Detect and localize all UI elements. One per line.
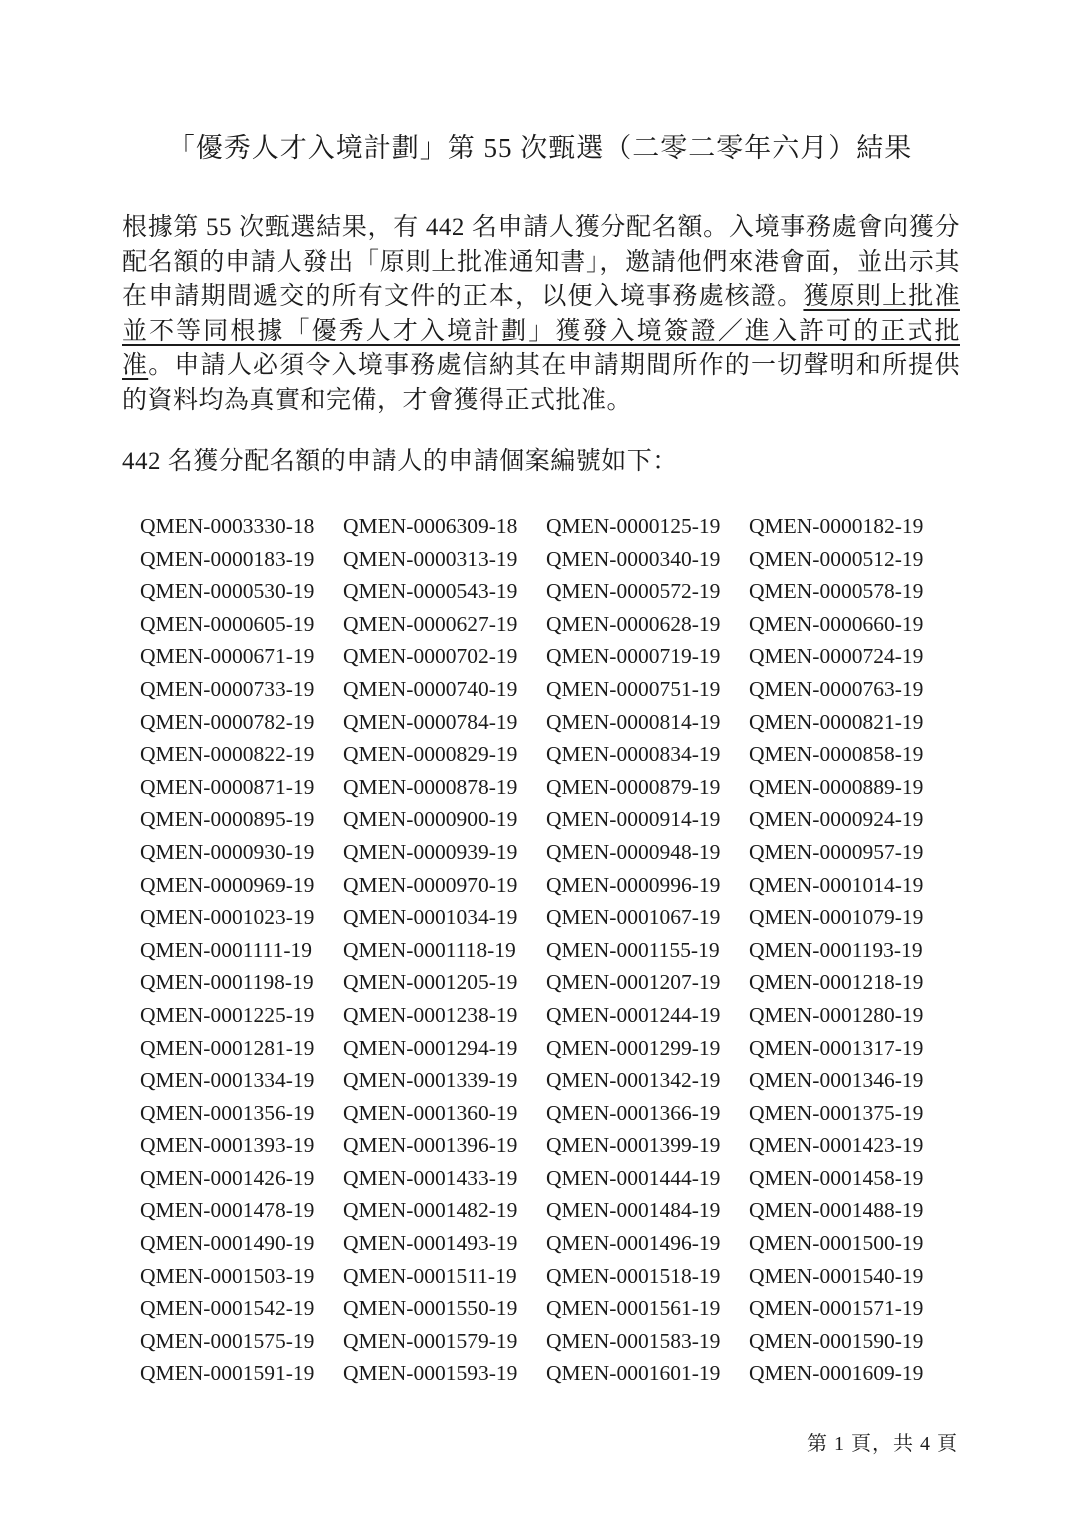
case-number: QMEN-0001444-19	[546, 1165, 721, 1190]
case-number: QMEN-0000970-19	[343, 872, 518, 897]
case-number: QMEN-0001550-19	[343, 1296, 518, 1321]
case-number: QMEN-0001542-19	[140, 1296, 315, 1321]
case-number: QMEN-0000340-19	[546, 546, 721, 571]
case-number: QMEN-0000724-19	[749, 644, 924, 669]
case-number: QMEN-0000871-19	[140, 774, 315, 799]
case-number: QMEN-0000578-19	[749, 579, 924, 604]
case-number: QMEN-0000822-19	[140, 742, 315, 767]
case-number: QMEN-0000829-19	[343, 742, 518, 767]
case-number: QMEN-0001590-19	[749, 1328, 924, 1353]
case-number: QMEN-0001493-19	[343, 1231, 518, 1256]
case-number: QMEN-0001111-19	[140, 937, 312, 962]
case-number: QMEN-0001579-19	[343, 1328, 518, 1353]
case-number: QMEN-0001458-19	[749, 1165, 924, 1190]
case-number: QMEN-0001396-19	[343, 1133, 518, 1158]
case-number: QMEN-0000784-19	[343, 709, 518, 734]
case-number: QMEN-0000733-19	[140, 676, 315, 701]
case-number: QMEN-0000183-19	[140, 546, 315, 571]
case-number: QMEN-0000605-19	[140, 611, 315, 636]
underlined-statement: 獲原則上批准並不等同根據「優秀人才入境計劃」獲發入境簽證／進入許可的正式批准	[122, 283, 960, 380]
case-number: QMEN-0000782-19	[140, 709, 315, 734]
case-number: QMEN-0001334-19	[140, 1068, 315, 1093]
case-number: QMEN-0000996-19	[546, 872, 721, 897]
case-number: QMEN-0000924-19	[749, 807, 924, 832]
case-number: QMEN-0001609-19	[749, 1361, 924, 1386]
case-number: QMEN-0000572-19	[546, 579, 721, 604]
case-number: QMEN-0003330-18	[140, 514, 315, 538]
case-number: QMEN-0001490-19	[140, 1231, 315, 1256]
case-number: QMEN-0001118-19	[343, 937, 516, 962]
case-number: QMEN-0001014-19	[749, 872, 924, 897]
case-number: QMEN-0001496-19	[546, 1231, 721, 1256]
case-number: QMEN-0000671-19	[140, 644, 315, 669]
case-number: QMEN-0000182-19	[749, 514, 924, 538]
case-number: QMEN-0001346-19	[749, 1068, 924, 1093]
case-number: QMEN-0001393-19	[140, 1133, 315, 1158]
case-number: QMEN-0001426-19	[140, 1165, 315, 1190]
case-number: QMEN-0001488-19	[749, 1198, 924, 1223]
case-number: QMEN-0000900-19	[343, 807, 518, 832]
case-number: QMEN-0000930-19	[140, 839, 315, 864]
case-number: QMEN-0001375-19	[749, 1100, 924, 1125]
case-number: QMEN-0001067-19	[546, 905, 721, 930]
document-title: 「優秀人才入境計劃」第 55 次甄選（二零二零年六月）結果	[167, 133, 913, 163]
case-number: QMEN-0000969-19	[140, 872, 315, 897]
case-number: QMEN-0000702-19	[343, 644, 518, 669]
case-list-intro: 442 名獲分配名額的申請人的申請個案編號如下：	[122, 448, 678, 475]
case-number: QMEN-0001244-19	[546, 1002, 721, 1027]
case-number: QMEN-0001299-19	[546, 1035, 721, 1060]
case-number: QMEN-0000879-19	[546, 774, 721, 799]
case-number: QMEN-0000530-19	[140, 579, 315, 604]
case-number: QMEN-0001342-19	[546, 1068, 721, 1093]
case-number: QMEN-0001281-19	[140, 1035, 315, 1060]
case-number-grid	[140, 510, 952, 1390]
case-number: QMEN-0000512-19	[749, 546, 924, 571]
intro-paragraph	[122, 211, 960, 419]
case-number: QMEN-0000895-19	[140, 807, 315, 832]
case-number: QMEN-0001518-19	[546, 1263, 721, 1288]
case-number: QMEN-0000125-19	[546, 514, 721, 538]
case-number: QMEN-0001079-19	[749, 905, 924, 930]
case-number: QMEN-0001583-19	[546, 1328, 721, 1353]
paragraph-text-lead: 根據第 55 次甄選結果，有 442 名申請人獲分配名額。入境事務處會向獲分配名額的申請人發出「原則上批准通知書」，邀請他們來港會面，並出示其在申請期間遞交的所有文件的正本，以便入境事務處核證。	[122, 214, 960, 311]
case-number: QMEN-0001225-19	[140, 1002, 315, 1027]
case-number: QMEN-0001218-19	[749, 970, 924, 995]
case-number: QMEN-0001205-19	[343, 970, 518, 995]
case-number: QMEN-0000763-19	[749, 676, 924, 701]
case-number: QMEN-0001575-19	[140, 1328, 315, 1353]
case-number: QMEN-0000939-19	[343, 839, 518, 864]
case-number: QMEN-0001478-19	[140, 1198, 315, 1223]
paragraph-text-tail: 。申請人必須令入境事務處信納其在申請期間所作的一切聲明和所提供的資料均為真實和完備，才會獲得正式批准。	[122, 352, 960, 414]
case-number: QMEN-0001423-19	[749, 1133, 924, 1158]
case-number: QMEN-0001484-19	[546, 1198, 721, 1223]
case-number: QMEN-0001317-19	[749, 1035, 924, 1060]
case-number: QMEN-0001561-19	[546, 1296, 721, 1321]
case-number: QMEN-0000719-19	[546, 644, 721, 669]
case-number: QMEN-0000751-19	[546, 676, 721, 701]
case-number: QMEN-0001360-19	[343, 1100, 518, 1125]
case-number: QMEN-0001294-19	[343, 1035, 518, 1060]
case-number: QMEN-0000878-19	[343, 774, 518, 799]
case-number: QMEN-0000313-19	[343, 546, 518, 571]
case-number: QMEN-0000627-19	[343, 611, 518, 636]
case-number: QMEN-0001023-19	[140, 905, 315, 930]
case-number: QMEN-0000834-19	[546, 742, 721, 767]
case-number: QMEN-0000814-19	[546, 709, 721, 734]
case-number: QMEN-0000858-19	[749, 742, 924, 767]
case-number: QMEN-0001591-19	[140, 1361, 315, 1386]
case-number: QMEN-0000543-19	[343, 579, 518, 604]
case-number: QMEN-0000914-19	[546, 807, 721, 832]
page-number-footer: 第 1 頁，共 4 頁	[807, 1433, 958, 1455]
case-number: QMEN-0001193-19	[749, 937, 923, 962]
case-number: QMEN-0001571-19	[749, 1296, 924, 1321]
case-number: QMEN-0000660-19	[749, 611, 924, 636]
case-number: QMEN-0000889-19	[749, 774, 924, 799]
case-number: QMEN-0001339-19	[343, 1068, 518, 1093]
case-number: QMEN-0001238-19	[343, 1002, 518, 1027]
case-number: QMEN-0001399-19	[546, 1133, 721, 1158]
case-number: QMEN-0001433-19	[343, 1165, 518, 1190]
case-number: QMEN-0001482-19	[343, 1198, 518, 1223]
case-number: QMEN-0001356-19	[140, 1100, 315, 1125]
case-number: QMEN-0001540-19	[749, 1263, 924, 1288]
case-number: QMEN-0000821-19	[749, 709, 924, 734]
case-number: QMEN-0001207-19	[546, 970, 721, 995]
case-number: QMEN-0001198-19	[140, 970, 314, 995]
case-number: QMEN-0006309-18	[343, 514, 518, 538]
case-number: QMEN-0001503-19	[140, 1263, 315, 1288]
case-number: QMEN-0001601-19	[546, 1361, 721, 1386]
case-number: QMEN-0001511-19	[343, 1263, 517, 1288]
case-number: QMEN-0001034-19	[343, 905, 518, 930]
case-number: QMEN-0001593-19	[343, 1361, 518, 1386]
case-number: QMEN-0001500-19	[749, 1231, 924, 1256]
case-number: QMEN-0000628-19	[546, 611, 721, 636]
case-number: QMEN-0000740-19	[343, 676, 518, 701]
case-number: QMEN-0000948-19	[546, 839, 721, 864]
case-number: QMEN-0001366-19	[546, 1100, 721, 1125]
case-number: QMEN-0001155-19	[546, 937, 720, 962]
case-number: QMEN-0001280-19	[749, 1002, 924, 1027]
case-number: QMEN-0000957-19	[749, 839, 924, 864]
